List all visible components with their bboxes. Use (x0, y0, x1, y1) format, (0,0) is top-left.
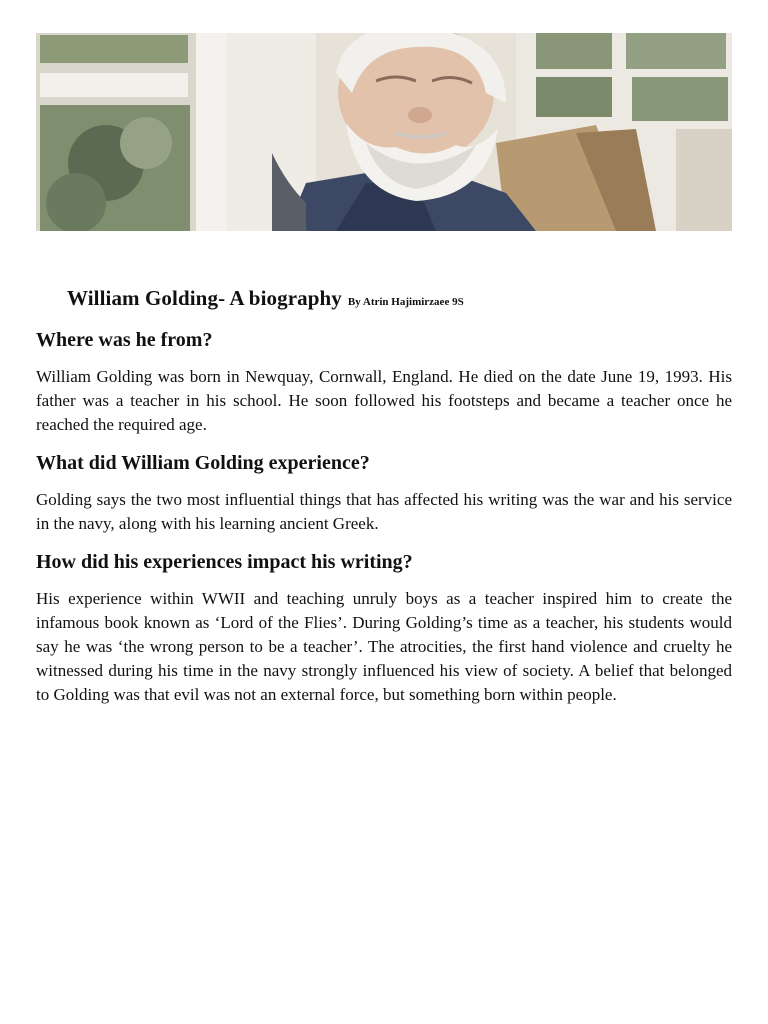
section-paragraph: His experience within WWII and teaching unruly boys as a teacher inspired him to create the infamous book known as ‘Lord of the Flies’. During Golding’s time as a teacher, his students would say he was ‘the wrong person to be a teacher’. The atrocities, the first hand violence and cruelty he witnessed during his time in the navy strongly influenced his view of society. A belief that belonged to Golding was that evil was not an external force, but something born within people. (36, 589, 732, 704)
section-paragraph: William Golding was born in Newquay, Cornwall, England. He died on the date June 19, 1993. His father was a teacher in his school. He soon followed his footsteps and became a teacher once he reached the required age. (36, 367, 732, 434)
author-byline: By Atrin Hajimirzaee 9S (347, 296, 464, 308)
section-heading: Where was he from? (36, 329, 213, 351)
section-heading: What did William Golding experience? (36, 452, 370, 474)
portrait-photo (36, 33, 732, 231)
section-paragraph: Golding says the two most influential things that has affected his writing was the war and his service in the navy, along with his learning ancient Greek. (36, 490, 732, 533)
document-body (36, 328, 732, 721)
document-title: William Golding- A biography (67, 286, 342, 310)
title-line (67, 286, 727, 311)
section-heading: How did his experiences impact his writing? (36, 551, 413, 573)
